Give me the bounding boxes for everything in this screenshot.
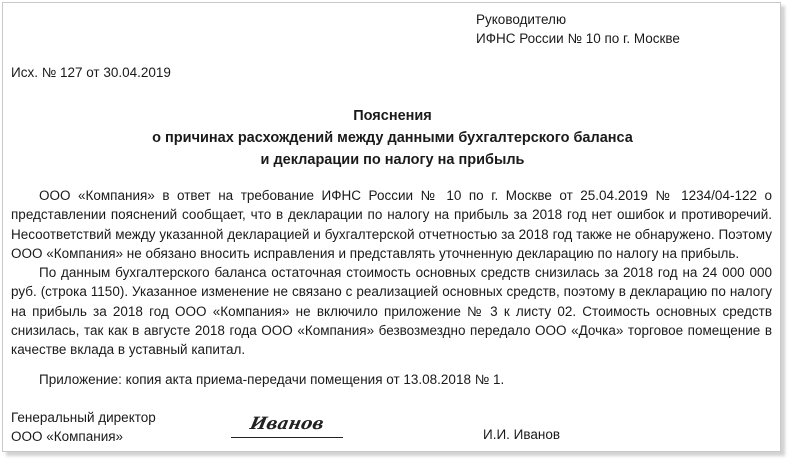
outgoing-number: Исх. № 127 от 30.04.2019: [11, 65, 171, 80]
body-paragraph-1: ООО «Компания» в ответ на требование ИФНС России № 10 по г. Москве от 25.04.2019 № 1234/04-122 о представлении пояснений сообщает, что в декларации по налогу на прибыль за 2018 год нет ошибок и противоречий. Несоответствий между указанной декларацией и бухгалтерской отчетностью за 2018 год также не обнаружено. Поэтому ООО «Компания» не обязано вносить исправления и представлять уточненную декларацию по налогу на прибыль.: [11, 188, 772, 261]
document-body: [11, 186, 772, 360]
document-sheet: [2, 2, 781, 452]
body-paragraph-2: По данным бухгалтерского баланса остаточная стоимость основных средств снизилась за 2018 год на 24 000 000 руб. (строка 1150). Указанное изменение не связано с реализацией основных средств, поэтому в декларацию по налогу на прибыль за 2018 год ООО «Компания» не включило приложение № 3 к листу 02. Стоимость основных средств снизилась, так как в августе 2018 года ООО «Компания» безвозмездно передало ООО «Дочка» торговое помещение в качестве вклада в уставный капитал.: [11, 265, 772, 358]
signatory-block: [11, 408, 156, 446]
signatory-name: И.И. Иванов: [483, 427, 561, 442]
signatory-position: Генеральный директор: [11, 410, 156, 425]
addressee-line-2: ИФНС России № 10 по г. Москве: [476, 31, 680, 46]
signatory-company: ООО «Компания»: [11, 429, 124, 444]
title-line-2: о причинах расхождений между данными бухгалтерского баланса: [152, 130, 633, 146]
title-line-1: Пояснения: [353, 108, 432, 124]
document-title: [3, 105, 782, 171]
signature-line: [231, 437, 343, 438]
attachment-note: Приложение: копия акта приема-передачи помещения от 13.08.2018 № 1.: [39, 372, 505, 387]
handwritten-signature: Иванов: [248, 414, 326, 434]
addressee-line-1: Руководителю: [476, 12, 567, 27]
title-line-3: и декларации по налогу на прибыль: [260, 152, 525, 168]
